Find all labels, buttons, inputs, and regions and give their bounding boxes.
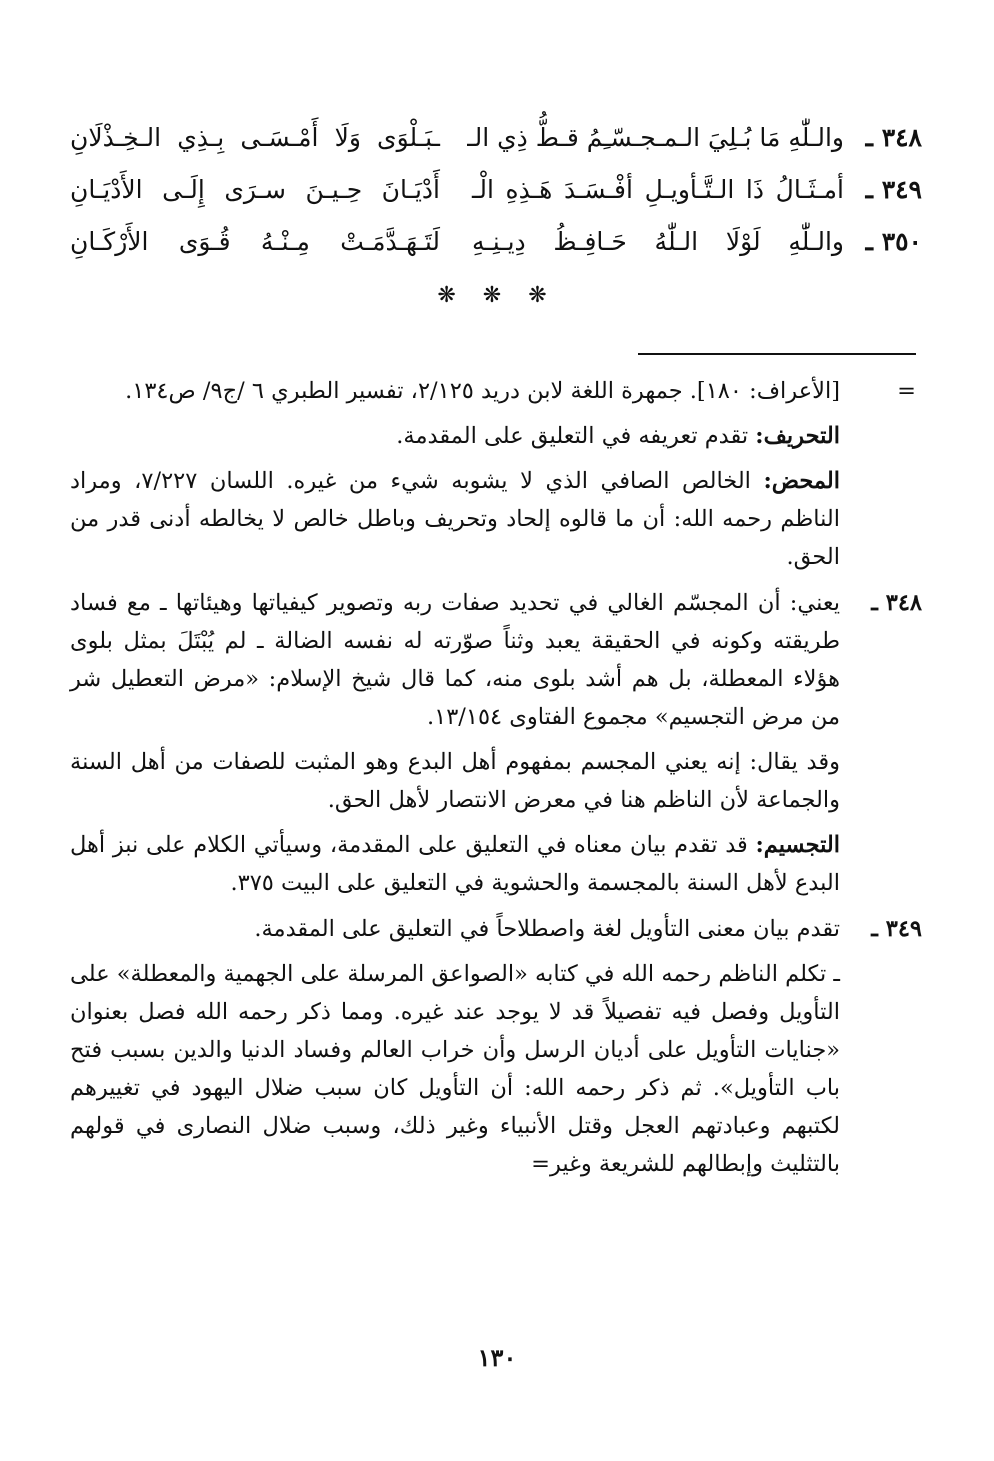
verse-second-hemistich: لَتَـهَـدَّمَـتْ مِـنْـهُ قُـوَى الأَرْكَـانِ [70,227,440,256]
glossary-term: المحض: [763,468,840,494]
footnote-paragraph [70,910,840,948]
footnote-divider [638,353,916,355]
footnote-paragraph [70,743,840,819]
section-separator: ❋ ❋ ❋ [437,283,557,308]
paragraph-text: الخالص الصافي الذي لا يشوبه شيء من غيره. اللسان ٧/٢٢٧، ومراد الناظم رحمه الله: أن ما قالوه إلحاد وتحريف وباطل خالص لا يخالطه أدنى قدر من الحق. [70,468,840,570]
continuation-marker: = [897,378,916,404]
verse-first-hemistich: والـلّٰهِ مَا بُـلِيَ الـمـجـسّـِمُ قـطُّ ذِي الـ [467,123,844,152]
footnote-paragraph [70,372,840,410]
verse-second-hemistich: أَدْيَـانَ حِـيـنَ سـرَى إِلَـى الأَدْيَـانِ [70,175,440,204]
footnote-entry [70,584,922,902]
verse-number: ٣٥٠ ـ [865,227,922,256]
footnote-paragraph [70,955,840,1183]
paragraph-text: [الأعراف: ١٨٠]. جمهرة اللغة لابن دريد ٢/١٢٥، تفسير الطبري ٦ /ج٩/ ص١٣٤. [125,378,840,404]
poem-verses [70,112,922,268]
footnote-number: ٣٤٨ ـ [871,590,922,616]
footnote-paragraph [70,462,840,576]
paragraph-text: تقدم تعريفه في التعليق على المقدمة. [396,423,756,449]
footnote-continuation [70,372,922,576]
footnote-number: ٣٤٩ ـ [871,916,922,942]
paragraph-text: وقد يقال: إنه يعني المجسم بمفهوم أهل البدع وهو المثبت للصفات من أهل السنة والجماعة لأن الناظم هنا في معرض الانتصار لأهل الحق. [70,749,840,813]
page-number: ١٣٠ [477,1343,517,1372]
footnote-paragraph [70,417,840,455]
footnote-entry [70,910,922,1183]
paragraph-text: قد تقدم بيان معناه في التعليق على المقدمة، وسيأتي الكلام على نبز أهل البدع لأهل السنة بالمجسمة والحشوية في التعليق على البيت ٣٧٥. [70,832,840,896]
footnotes [70,372,922,1191]
verse-line [70,164,922,216]
verse-line [70,112,922,164]
footnote-paragraph [70,584,840,736]
paragraph-text: ـ تكلم الناظم رحمه الله في كتابه «الصواعق المرسلة على الجهمية والمعطلة» على التأويل وفصل فيه تفصيلاً قد لا يوجد عند غيره. ومما ذكر رحمه الله فصل بعنوان «جنايات التأويل على أديان الرسل وأن خراب العالم وفساد الدنيا والدين بسبب فتح باب التأويل». ثم ذكر رحمه الله: أن التأويل كان سبب ضلال اليهود في تغييرهم لكتبهم وعبادتهم العجل وقتل الأنبياء وغير ذلك، وسبب ضلال النصارى في قولهم بالتثليث وإبطالهم للشريعة وغير= [70,961,840,1177]
glossary-term: التحريف: [755,423,840,449]
glossary-term: التجسيم: [755,832,840,858]
paragraph-text: تقدم بيان معنى التأويل لغة واصطلاحاً في التعليق على المقدمة. [254,916,840,942]
paragraph-text: يعني: أن المجسّم الغالي في تحديد صفات ربه وتصوير كيفياتها وهيئاتها ـ مع فساد طريقته وكونه في الحقيقة يعبد وثناً صوّرته له نفسه الضالة ـ لم يُبْتَلَ بمثل بلوى هؤلاء المعطلة، بل هم أشد بلوى منه، كما قال شيخ الإسلام: «مرض التعطيل شر من مرض التجسيم» مجموع الفتاوى ١٣/١٥٤. [70,590,840,730]
footnote-paragraph [70,826,840,902]
verse-number: ٣٤٩ ـ [865,175,922,204]
verse-first-hemistich: أمـثَـالُ ذَا الـتَّـأويـلِ أفْـسَـدَ هَـذِهِ الْـ [472,175,844,204]
verse-second-hemistich: ـبَـلْوَى وَلَا أَمْـسَـى بِـذِي الـخِـذْلَانِ [70,123,440,152]
verse-number: ٣٤٨ ـ [865,123,922,152]
verse-first-hemistich: والـلّٰهِ لَوْلَا الـلّٰهُ حَـافِـظُ دِيـنِـهِ [472,227,844,256]
verse-line [70,216,922,268]
